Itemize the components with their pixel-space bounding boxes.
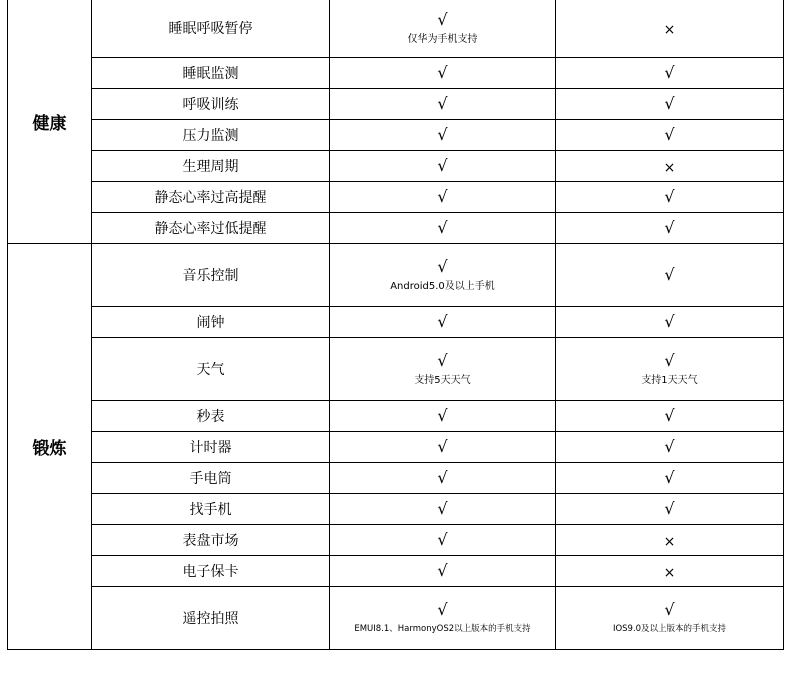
android-cell <box>330 587 556 650</box>
feature-name: 秒表 <box>92 401 330 432</box>
check-icon: √ <box>437 499 448 518</box>
feature-support-table <box>7 0 784 650</box>
ios-cell <box>556 58 784 89</box>
ios-note: 支持1天天气 <box>641 374 698 386</box>
table-row <box>8 244 784 307</box>
ios-cell <box>556 587 784 650</box>
android-cell <box>330 401 556 432</box>
android-note: Android5.0及以上手机 <box>390 280 495 292</box>
ios-cell <box>556 151 784 182</box>
check-icon: √ <box>664 600 675 619</box>
check-icon: √ <box>437 218 448 237</box>
ios-cell <box>556 338 784 401</box>
feature-name: 手电筒 <box>92 463 330 494</box>
check-icon: √ <box>437 561 448 580</box>
check-icon: √ <box>664 63 675 82</box>
feature-name: 表盘市场 <box>92 525 330 556</box>
table-row <box>8 120 784 151</box>
check-icon: √ <box>664 499 675 518</box>
table-row <box>8 556 784 587</box>
check-icon: √ <box>437 350 448 370</box>
android-cell <box>330 494 556 525</box>
check-icon: √ <box>664 218 675 237</box>
android-note: 支持5天天气 <box>414 374 471 386</box>
check-icon: √ <box>437 256 448 276</box>
check-icon: √ <box>664 187 675 206</box>
feature-name: 睡眠监测 <box>92 58 330 89</box>
ios-cell <box>556 494 784 525</box>
check-icon: √ <box>437 156 448 175</box>
table-row <box>8 307 784 338</box>
android-cell <box>330 307 556 338</box>
check-icon: √ <box>664 125 675 144</box>
android-note: EMUI8.1、HarmonyOS2以上版本的手机支持 <box>354 624 531 634</box>
feature-name: 闹钟 <box>92 307 330 338</box>
category-health: 健康 <box>8 0 92 244</box>
android-cell <box>330 244 556 307</box>
table-row <box>8 89 784 120</box>
cross-icon: × <box>663 564 676 581</box>
android-cell <box>330 556 556 587</box>
table-row <box>8 338 784 401</box>
android-cell <box>330 58 556 89</box>
feature-name: 睡眠呼吸暂停 <box>92 0 330 58</box>
ios-cell <box>556 244 784 307</box>
check-icon: √ <box>437 530 448 549</box>
android-cell <box>330 89 556 120</box>
table-row <box>8 525 784 556</box>
table-row <box>8 182 784 213</box>
table-row <box>8 213 784 244</box>
android-cell <box>330 432 556 463</box>
check-icon: √ <box>437 437 448 456</box>
ios-cell <box>556 556 784 587</box>
android-note: 仅华为手机支持 <box>407 33 478 45</box>
ios-cell <box>556 0 784 58</box>
check-icon: √ <box>664 265 675 284</box>
check-icon: √ <box>437 406 448 425</box>
table-row <box>8 432 784 463</box>
table-row <box>8 401 784 432</box>
ios-note: IOS9.0及以上版本的手机支持 <box>612 624 727 634</box>
feature-name: 静态心率过低提醒 <box>92 213 330 244</box>
android-cell <box>330 525 556 556</box>
check-icon: √ <box>437 600 448 619</box>
feature-name: 遥控拍照 <box>92 587 330 650</box>
ios-cell <box>556 89 784 120</box>
ios-cell <box>556 401 784 432</box>
android-cell <box>330 182 556 213</box>
check-icon: √ <box>664 350 675 370</box>
android-cell <box>330 120 556 151</box>
check-icon: √ <box>437 9 448 29</box>
feature-name: 呼吸训练 <box>92 89 330 120</box>
android-cell <box>330 463 556 494</box>
feature-name: 电子保卡 <box>92 556 330 587</box>
android-cell <box>330 0 556 58</box>
ios-cell <box>556 463 784 494</box>
feature-name: 找手机 <box>92 494 330 525</box>
feature-name: 计时器 <box>92 432 330 463</box>
check-icon: √ <box>437 125 448 144</box>
check-icon: √ <box>437 63 448 82</box>
table-row <box>8 494 784 525</box>
ios-cell <box>556 307 784 338</box>
check-icon: √ <box>664 94 675 113</box>
android-cell <box>330 338 556 401</box>
table-row <box>8 587 784 650</box>
ios-cell <box>556 182 784 213</box>
table-row <box>8 0 784 58</box>
table-row <box>8 58 784 89</box>
ios-cell <box>556 120 784 151</box>
feature-name: 天气 <box>92 338 330 401</box>
feature-name: 生理周期 <box>92 151 330 182</box>
feature-name: 静态心率过高提醒 <box>92 182 330 213</box>
ios-cell <box>556 432 784 463</box>
table-row <box>8 463 784 494</box>
ios-cell <box>556 525 784 556</box>
check-icon: √ <box>437 468 448 487</box>
ios-cell <box>556 213 784 244</box>
check-icon: √ <box>437 94 448 113</box>
check-icon: √ <box>437 312 448 331</box>
android-cell <box>330 213 556 244</box>
check-icon: √ <box>664 468 675 487</box>
cross-icon: × <box>663 21 676 38</box>
feature-name: 压力监测 <box>92 120 330 151</box>
android-cell <box>330 151 556 182</box>
feature-name: 音乐控制 <box>92 244 330 307</box>
category-exercise: 锻炼 <box>8 244 92 650</box>
check-icon: √ <box>664 406 675 425</box>
cross-icon: × <box>663 159 676 176</box>
check-icon: √ <box>664 437 675 456</box>
table-row <box>8 151 784 182</box>
check-icon: √ <box>664 312 675 331</box>
check-icon: √ <box>437 187 448 206</box>
cross-icon: × <box>663 533 676 550</box>
